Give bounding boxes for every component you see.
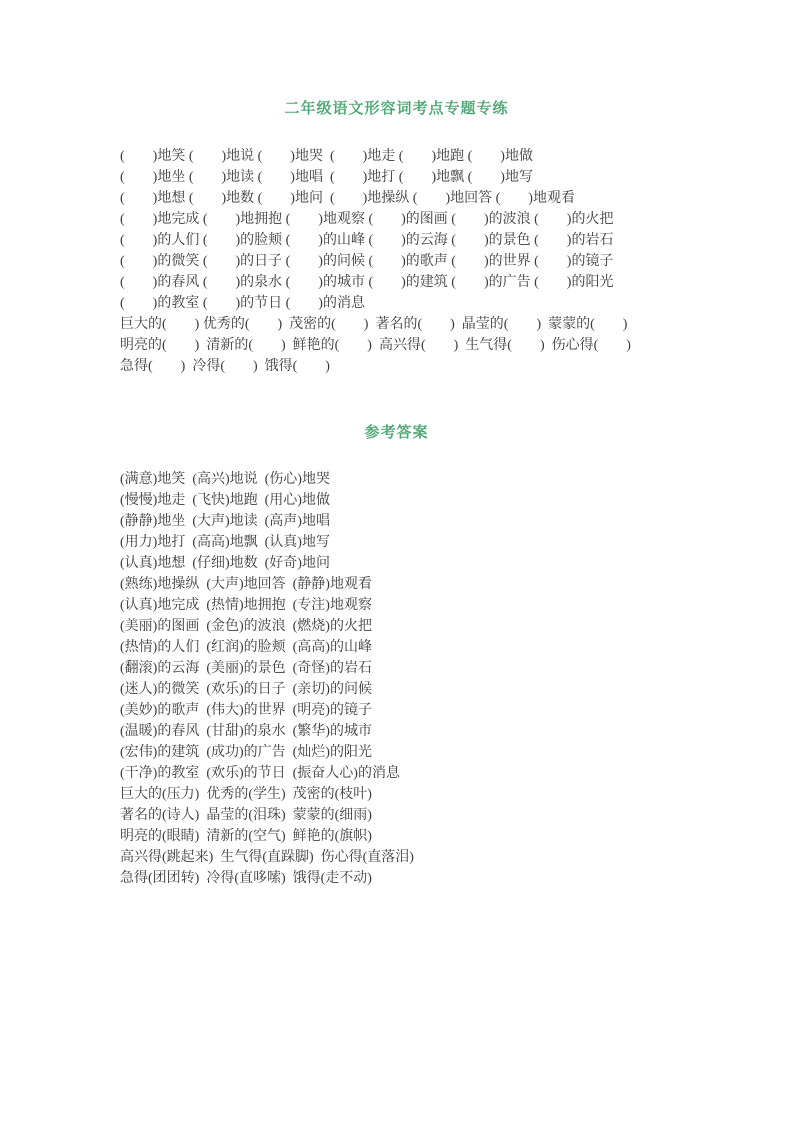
answer-line: (热情)的人们 (红润)的脸颊 (高高)的山峰 bbox=[120, 640, 372, 655]
answer-line: (美丽)的图画 (金色)的波浪 (燃烧)的火把 bbox=[120, 619, 372, 634]
exercise-line: 巨大的( ) 优秀的( ) 茂密的( ) 著名的( ) 晶莹的( ) 蒙蒙的( ) bbox=[120, 317, 628, 332]
answer-line: (温暖)的春风 (甘甜)的泉水 (繁华)的城市 bbox=[120, 724, 372, 739]
exercise-line: ( )地笑 ( )地说 ( )地哭 ( )地走 ( )地跑 ( )地做 bbox=[120, 149, 533, 164]
answers-section bbox=[120, 469, 680, 889]
answer-line: 急得(团团转) 冷得(直哆嗦) 饿得(走不动) bbox=[120, 871, 372, 886]
exercise-section bbox=[120, 146, 680, 377]
answer-line: (熟练)地操纵 (大声)地回答 (静静)地观看 bbox=[120, 577, 372, 592]
exercise-line: ( )地想 ( )地数 ( )地问 ( )地操纵 ( )地回答 ( )地观看 bbox=[120, 191, 575, 206]
exercise-line: ( )的教室 ( )的节日 ( )的消息 bbox=[120, 296, 365, 311]
answer-line: (认真)地想 (仔细)地数 (好奇)地问 bbox=[120, 556, 330, 571]
answer-line: 巨大的(压力) 优秀的(学生) 茂密的(枝叶) bbox=[120, 787, 372, 802]
answer-line: (迷人)的微笑 (欢乐)的日子 (亲切)的问候 bbox=[120, 682, 372, 697]
exercise-line: ( )的春风 ( )的泉水 ( )的城市 ( )的建筑 ( )的广告 ( )的阳光 bbox=[120, 275, 614, 290]
answer-line: (美妙)的歌声 (伟大)的世界 (明亮)的镜子 bbox=[120, 703, 372, 718]
answer-line: (静静)地坐 (大声)地读 (高声)地唱 bbox=[120, 514, 330, 529]
answer-line: (干净)的教室 (欢乐)的节日 (振奋人心)的消息 bbox=[120, 766, 400, 781]
answer-line: (宏伟)的建筑 (成功)的广告 (灿烂)的阳光 bbox=[120, 745, 372, 760]
exercise-line: 明亮的( ) 清新的( ) 鲜艳的( ) 高兴得( ) 生气得( ) 伤心得( ) bbox=[120, 338, 631, 353]
answer-line: 明亮的(眼睛) 清新的(空气) 鲜艳的(旗帜) bbox=[120, 829, 372, 844]
answer-line: (满意)地笑 (高兴)地说 (伤心)地哭 bbox=[120, 472, 330, 487]
page-title: 二年级语文形容词考点专题专练 bbox=[284, 101, 509, 117]
answer-line: 高兴得(跳起来) 生气得(直跺脚) 伤心得(直落泪) bbox=[120, 850, 414, 865]
answer-line: (慢慢)地走 (飞快)地跑 (用心)地做 bbox=[120, 493, 330, 508]
exercise-line: ( )地完成 ( )地拥抱 ( )地观察 ( )的图画 ( )的波浪 ( )的火把 bbox=[120, 212, 614, 227]
answer-line: (认真)地完成 (热情)地拥抱 (专注)地观察 bbox=[120, 598, 372, 613]
answers-header: 参考答案 bbox=[364, 425, 429, 441]
exercise-line: ( )地坐 ( )地读 ( )地唱 ( )地打 ( )地飘 ( )地写 bbox=[120, 170, 533, 185]
answer-line: (用力)地打 (高高)地飘 (认真)地写 bbox=[120, 535, 330, 550]
answer-line: (翻滚)的云海 (美丽)的景色 (奇怪)的岩石 bbox=[120, 661, 372, 676]
exercise-line: ( )的人们 ( )的脸颊 ( )的山峰 ( )的云海 ( )的景色 ( )的岩石 bbox=[120, 233, 614, 248]
exercise-line: ( )的微笑 ( )的日子 ( )的问候 ( )的歌声 ( )的世界 ( )的镜子 bbox=[120, 254, 614, 269]
exercise-line: 急得( ) 冷得( ) 饿得( ) bbox=[120, 359, 330, 374]
answer-line: 著名的(诗人) 晶莹的(泪珠) 蒙蒙的(细雨) bbox=[120, 808, 372, 823]
